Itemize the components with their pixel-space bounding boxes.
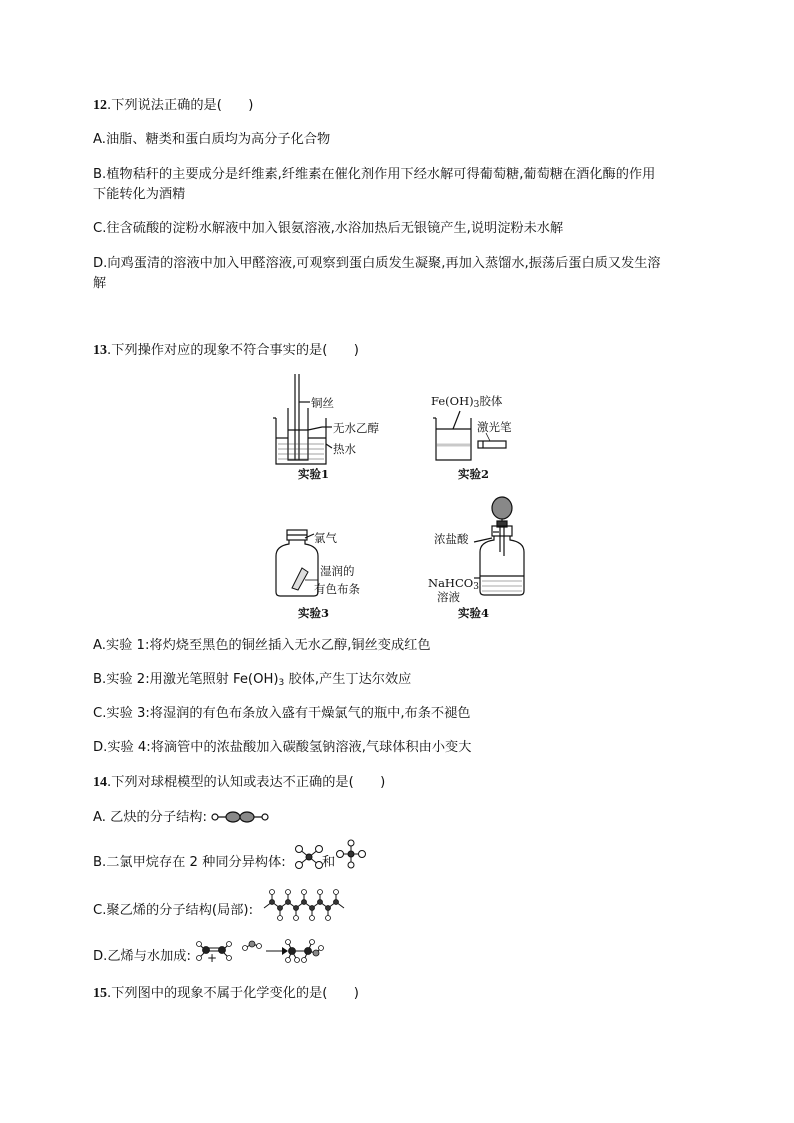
exp2-label-colloid-sub: 3 [473,400,480,410]
q13-option-d: D.实验 4:将滴管中的浓盐酸加入碳酸氢钠溶液,气球体积由小变大 [93,740,472,755]
q13-title [93,341,359,361]
dichloromethane-model-1 [294,844,324,870]
exp3-label-cloth-2: 有色布条 [314,582,360,596]
q12-option-c: C.往含硫酸的淀粉水解液中加入银氨溶液,水浴加热后无银镜产生,说明淀粉未水解 [93,221,564,236]
exp1-label-wire: 铜丝 [311,396,334,410]
q14-option-c: C.聚乙烯的分子结构(局部): [93,903,254,918]
q12-option-d-line2: 解 [93,276,107,291]
exp4-caption: 实验4 [458,606,490,620]
q12-option-b-line1: B.植物秸秆的主要成分是纤维素,纤维素在催化剂作用下经水解可得葡萄糖,葡萄糖在酒化酶的作用 [93,167,656,182]
exp2-diagram [430,405,530,465]
dichloromethane-model-2 [336,840,366,868]
polyethylene-model [262,888,348,922]
q14-number: 14 [93,775,107,790]
exp4-label-acid: 浓盐酸 [434,532,469,546]
acetylene-model [210,808,270,828]
q14-option-b: B.二氯甲烷存在 2 种同分异构体: [93,855,286,870]
exp4-label-solution-sub: 3 [473,582,479,592]
q13-number: 13 [93,343,107,358]
q15-number: 15 [93,986,107,1001]
exp1-label-ethanol: 无水乙醇 [333,421,379,435]
q13-stem: .下列操作对应的现象不符合事实的是( ) [107,343,359,358]
exp3-label-cloth-1: 湿润的 [320,564,355,578]
exp2-label-laser: 激光笔 [477,420,512,434]
exp4-label-solution-main: NaHCO [428,576,474,590]
q14-option-b-and: 和 [322,855,336,870]
q14-option-a: A. 乙炔的分子结构: [93,810,207,825]
q13-option-b-pre: B.实验 2:用激光笔照射 Fe(OH) [93,672,279,687]
q15-stem: .下列图中的现象不属于化学变化的是( ) [107,986,359,1001]
q14-option-d: D.乙烯与水加成: [93,949,191,964]
exp4-diagram [470,496,540,601]
q13-option-b [93,670,411,693]
exp1-label-water: 热水 [333,442,356,456]
q14-title [93,773,385,793]
exp2-label-colloid-main: Fe(OH) [431,394,474,408]
q12-stem: .下列说法正确的是( ) [107,98,254,113]
exp4-label-solution-2: 溶液 [437,590,460,604]
q13-option-a: A.实验 1:将灼烧至黑色的铜丝插入无水乙醇,铜丝变成红色 [93,638,431,653]
q14-stem: .下列对球棍模型的认知或表达不正确的是( ) [107,775,386,790]
q12-option-a: A.油脂、糖类和蛋白质均为高分子化合物 [93,132,331,147]
exp3-label-gas: 氯气 [314,531,337,545]
exp3-caption: 实验3 [298,606,330,620]
exp2-label-colloid-tail: 胶体 [479,394,503,408]
exp2-caption: 实验2 [458,467,490,481]
q12-number: 12 [93,98,107,113]
q12-option-d-line1: D.向鸡蛋清的溶液中加入甲醛溶液,可观察到蛋白质发生凝聚,再加入蒸馏水,振荡后蛋白质又发生溶 [93,256,661,271]
q13-option-b-post: 胶体,产生丁达尔效应 [284,672,412,687]
q12-title [93,96,253,116]
q13-option-c: C.实验 3:将湿润的有色布条放入盛有干燥氯气的瓶中,布条不褪色 [93,706,471,721]
q15-title [93,984,359,1004]
exp1-diagram [270,372,380,467]
q12-option-b-line2: 下能转化为酒精 [93,187,186,202]
exp1-caption: 实验1 [298,467,330,481]
plus-sign: + [207,951,218,965]
q13-option-b-sub: 3 [278,678,285,688]
